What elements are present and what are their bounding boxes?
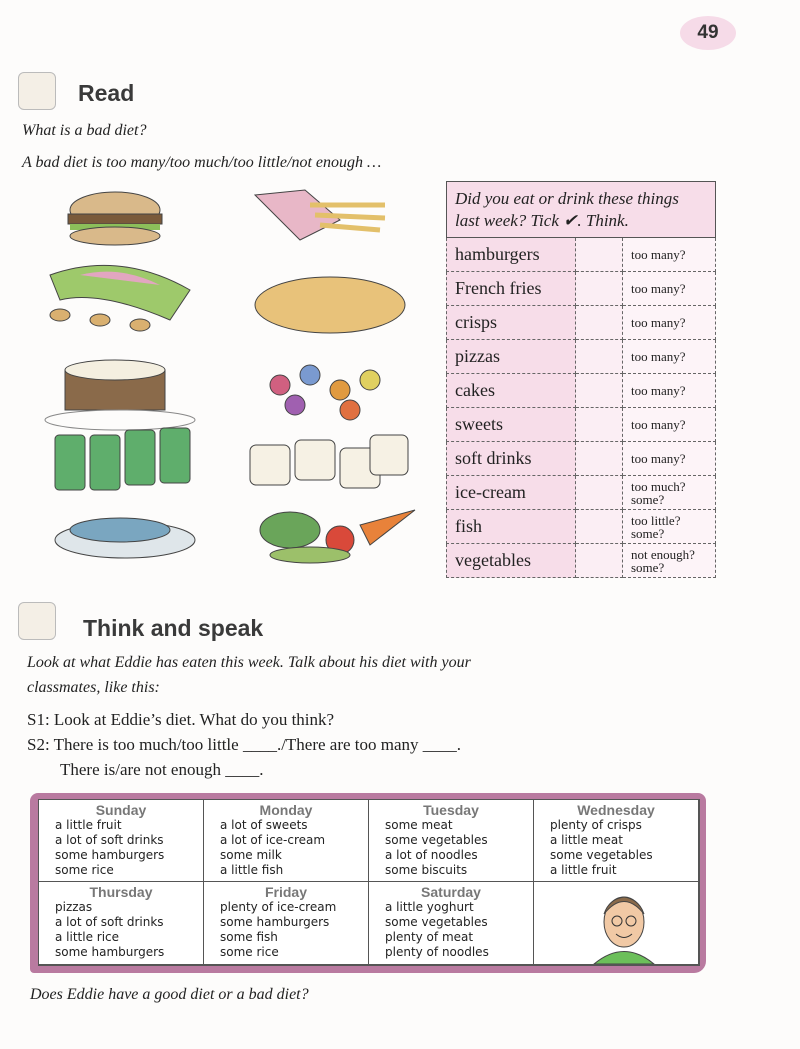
think-prompt bbox=[623, 272, 716, 306]
think-prompt-1: too many? bbox=[631, 349, 686, 364]
dialog-s1: S1: Look at Eddie’s diet. What do you think? bbox=[27, 710, 335, 729]
think-prompt-1: too many? bbox=[631, 315, 686, 330]
food-item: cakes bbox=[447, 374, 576, 408]
think-prompt-2: some? bbox=[631, 491, 665, 507]
day-cell-wednesday bbox=[534, 800, 699, 882]
day-name: Saturday bbox=[421, 884, 481, 900]
read-prompt: A bad diet is too many/too much/too little/not enough … bbox=[22, 154, 382, 171]
think-heading: Think and speak bbox=[83, 615, 264, 641]
think-prompt-1: too much? bbox=[631, 478, 686, 494]
tick-box[interactable] bbox=[576, 544, 623, 578]
eddie-portrait bbox=[534, 882, 699, 965]
think-prompt bbox=[623, 408, 716, 442]
diet-item: a little rice bbox=[55, 930, 120, 944]
diet-item: some vegetables bbox=[385, 833, 488, 847]
think-prompt-2: some? bbox=[631, 559, 665, 575]
dialog-s3: There is/are not enough ____. bbox=[60, 760, 264, 779]
diet-item: some rice bbox=[55, 863, 114, 877]
think-prompt-1: not enough? bbox=[631, 546, 695, 562]
potato-crisps-icon bbox=[50, 265, 190, 331]
diet-item: some vegetables bbox=[385, 915, 488, 929]
tick-table-header: Did you eat or drink these things last week? Tick ✔. Think. bbox=[447, 182, 716, 238]
think-prompt-2: some? bbox=[631, 525, 665, 541]
diet-item: some meat bbox=[385, 818, 453, 832]
tick-row bbox=[447, 374, 716, 408]
tick-box[interactable] bbox=[576, 408, 623, 442]
day-cell-tuesday bbox=[369, 800, 534, 882]
tick-row bbox=[447, 544, 716, 578]
closing-question: Does Eddie have a good diet or a bad diet? bbox=[30, 986, 309, 1003]
ice-cream-icon bbox=[250, 435, 408, 488]
day-cell-thursday bbox=[39, 882, 204, 965]
day-name: Tuesday bbox=[423, 802, 479, 818]
tick-row bbox=[447, 306, 716, 340]
diet-item: a lot of soft drinks bbox=[55, 915, 164, 929]
eddie-avatar-icon bbox=[584, 884, 664, 964]
french-fries-icon bbox=[255, 190, 385, 240]
dialog-s2: S2: There is too much/too little ____./There are too many ____. bbox=[27, 735, 462, 754]
day-name: Monday bbox=[259, 802, 313, 818]
diet-item: some hamburgers bbox=[55, 848, 165, 862]
think-prompt-1: too little? bbox=[631, 512, 681, 528]
tick-box[interactable] bbox=[576, 374, 623, 408]
think-prompt-1: too many? bbox=[631, 281, 686, 296]
think-prompt bbox=[623, 442, 716, 476]
tick-box[interactable] bbox=[576, 476, 623, 510]
tick-row bbox=[447, 442, 716, 476]
reading-mascot-icon bbox=[18, 72, 56, 110]
diet-item: plenty of ice-cream bbox=[220, 900, 337, 914]
diet-item: a little fish bbox=[220, 863, 284, 877]
tick-row bbox=[447, 340, 716, 374]
think-prompt bbox=[623, 476, 716, 510]
speaking-mascot-icon bbox=[18, 602, 56, 640]
diet-item: some milk bbox=[220, 848, 282, 862]
day-name: Friday bbox=[264, 884, 307, 900]
food-item: soft drinks bbox=[447, 442, 576, 476]
think-prompt bbox=[623, 306, 716, 340]
tick-box[interactable] bbox=[576, 442, 623, 476]
diet-item: pizzas bbox=[55, 900, 93, 914]
think-prompt bbox=[623, 238, 716, 272]
day-name: Sunday bbox=[95, 802, 147, 818]
page-number: 49 bbox=[680, 16, 736, 50]
think-prompt-1: too many? bbox=[631, 451, 686, 466]
diet-item: plenty of meat bbox=[385, 930, 474, 944]
hamburger-icon bbox=[68, 192, 162, 245]
diet-item: a lot of ice-cream bbox=[220, 833, 326, 847]
day-cell-saturday bbox=[369, 882, 534, 965]
day-cell-monday bbox=[204, 800, 369, 882]
think-prompt bbox=[623, 544, 716, 578]
food-item: fish bbox=[447, 510, 576, 544]
tick-row bbox=[447, 408, 716, 442]
tick-box[interactable] bbox=[576, 272, 623, 306]
read-question: What is a bad diet? bbox=[22, 122, 147, 139]
diet-item: a little meat bbox=[550, 833, 623, 847]
tick-box[interactable] bbox=[576, 306, 623, 340]
day-cell-friday bbox=[204, 882, 369, 965]
tick-row bbox=[447, 476, 716, 510]
think-prompt bbox=[623, 374, 716, 408]
think-prompt-1: too many? bbox=[631, 247, 686, 262]
food-item: French fries bbox=[447, 272, 576, 306]
diet-item: some vegetables bbox=[550, 848, 653, 862]
think-prompt-1: too many? bbox=[631, 417, 686, 432]
think-intro-line1: Look at what Eddie has eaten this week. Talk about his diet with your bbox=[27, 654, 471, 671]
food-illustrations bbox=[40, 180, 420, 580]
diet-item: some fish bbox=[220, 930, 278, 944]
read-heading: Read bbox=[78, 80, 135, 106]
food-item: hamburgers bbox=[447, 238, 576, 272]
soft-drinks-icon bbox=[55, 428, 190, 490]
tick-row bbox=[447, 238, 716, 272]
diet-item: some hamburgers bbox=[55, 945, 165, 959]
think-prompt bbox=[623, 340, 716, 374]
tick-row bbox=[447, 510, 716, 544]
tick-row bbox=[447, 272, 716, 306]
tick-box[interactable] bbox=[576, 340, 623, 374]
diet-item: a little yoghurt bbox=[385, 900, 474, 914]
day-cell-sunday bbox=[39, 800, 204, 882]
diet-item: a little fruit bbox=[550, 863, 617, 877]
diet-item: some biscuits bbox=[385, 863, 468, 877]
food-item: ice-cream bbox=[447, 476, 576, 510]
diet-item: plenty of noodles bbox=[385, 945, 489, 959]
diet-item: some hamburgers bbox=[220, 915, 330, 929]
sweets-icon bbox=[270, 365, 380, 420]
tick-box[interactable] bbox=[576, 510, 623, 544]
fish-icon bbox=[55, 518, 195, 558]
vegetables-icon bbox=[260, 510, 415, 563]
tick-box[interactable] bbox=[576, 238, 623, 272]
think-prompt bbox=[623, 510, 716, 544]
eddie-diet-board bbox=[30, 793, 706, 973]
cake-icon bbox=[45, 360, 195, 430]
day-name: Wednesday bbox=[577, 802, 655, 818]
tick-table bbox=[446, 181, 716, 578]
diet-item: plenty of crisps bbox=[550, 818, 642, 832]
diet-item: a little fruit bbox=[55, 818, 122, 832]
food-item: sweets bbox=[447, 408, 576, 442]
think-prompt-1: too many? bbox=[631, 383, 686, 398]
diet-item: a lot of soft drinks bbox=[55, 833, 164, 847]
think-intro-line2: classmates, like this: bbox=[27, 679, 160, 696]
pizza-icon bbox=[255, 277, 405, 333]
food-item: crisps bbox=[447, 306, 576, 340]
diet-item: some rice bbox=[220, 945, 279, 959]
food-item: vegetables bbox=[447, 544, 576, 578]
diet-item: a lot of sweets bbox=[220, 818, 308, 832]
diet-item: a lot of noodles bbox=[385, 848, 478, 862]
day-name: Thursday bbox=[89, 884, 153, 900]
food-item: pizzas bbox=[447, 340, 576, 374]
